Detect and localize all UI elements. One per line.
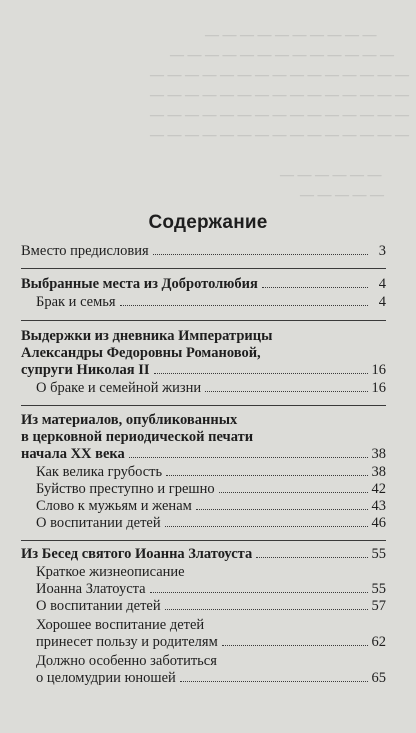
leader-dots (165, 609, 368, 610)
leader-dots (222, 645, 368, 646)
toc-entry: Слово к мужьям и женам 43 (36, 498, 386, 514)
leader-dots (166, 475, 367, 476)
leader-dots (205, 391, 367, 392)
leader-dots (165, 526, 368, 527)
toc-entry: Брак и семья 4 (36, 294, 386, 310)
leader-dots (153, 254, 368, 255)
toc-entry-heading: Должно особенно заботиться (36, 653, 217, 669)
toc-entry: супруги Николая II 16 (21, 362, 386, 378)
leader-dots (154, 373, 368, 374)
leader-dots (196, 509, 368, 510)
leader-dots (219, 492, 368, 493)
toc-entry: О воспитании детей 46 (36, 515, 386, 531)
toc-entry: о целомудрии юношей 65 (36, 670, 386, 686)
leader-dots (180, 681, 368, 682)
divider (21, 320, 386, 321)
toc-entry-heading: Из материалов, опубликованных в церковной периодической печати (21, 412, 254, 445)
toc-entry: Буйство преступно и грешно 42 (36, 481, 386, 497)
toc-entry: Из Бесед святого Иоанна Златоуста 55 (21, 546, 386, 562)
toc-entry: принесет пользу и родителям 62 (36, 634, 386, 650)
leader-dots (262, 287, 368, 288)
divider (21, 540, 386, 541)
leader-dots (129, 457, 368, 458)
bleed-through-text: — — — — — — — — — — — — — — — — — — — — — — — — — — — — — — — — — — — — — — — — — — — — — — — — — — — — — — — — — — — — — — — — — — — — — — — — — — — — — — — — — — — — — — — — — — — — — — (150, 28, 409, 200)
toc-entry: Иоанна Златоуста 55 (36, 581, 386, 597)
toc-entry-heading: Хорошее воспитание детей (36, 617, 205, 633)
toc-entry: начала XX века 38 (21, 446, 386, 462)
toc-entry: Вместо предисловия 3 (21, 243, 386, 259)
toc-entry: О воспитании детей 57 (36, 598, 386, 614)
divider (21, 268, 386, 269)
page-title: Содержание (148, 212, 268, 233)
toc-entry: О браке и семейной жизни 16 (36, 380, 386, 396)
divider (21, 405, 386, 406)
leader-dots (256, 557, 367, 558)
toc-entry: Как велика грубость 38 (36, 464, 386, 480)
toc-entry-heading: Краткое жизнеописание (36, 564, 185, 580)
leader-dots (150, 592, 368, 593)
toc-entry-heading: Выдержки из дневника Императрицы Александры Федоровны Романовой, (21, 328, 273, 361)
leader-dots (120, 305, 368, 306)
toc-entry: Выбранные места из Добротолюбия 4 (21, 276, 386, 292)
